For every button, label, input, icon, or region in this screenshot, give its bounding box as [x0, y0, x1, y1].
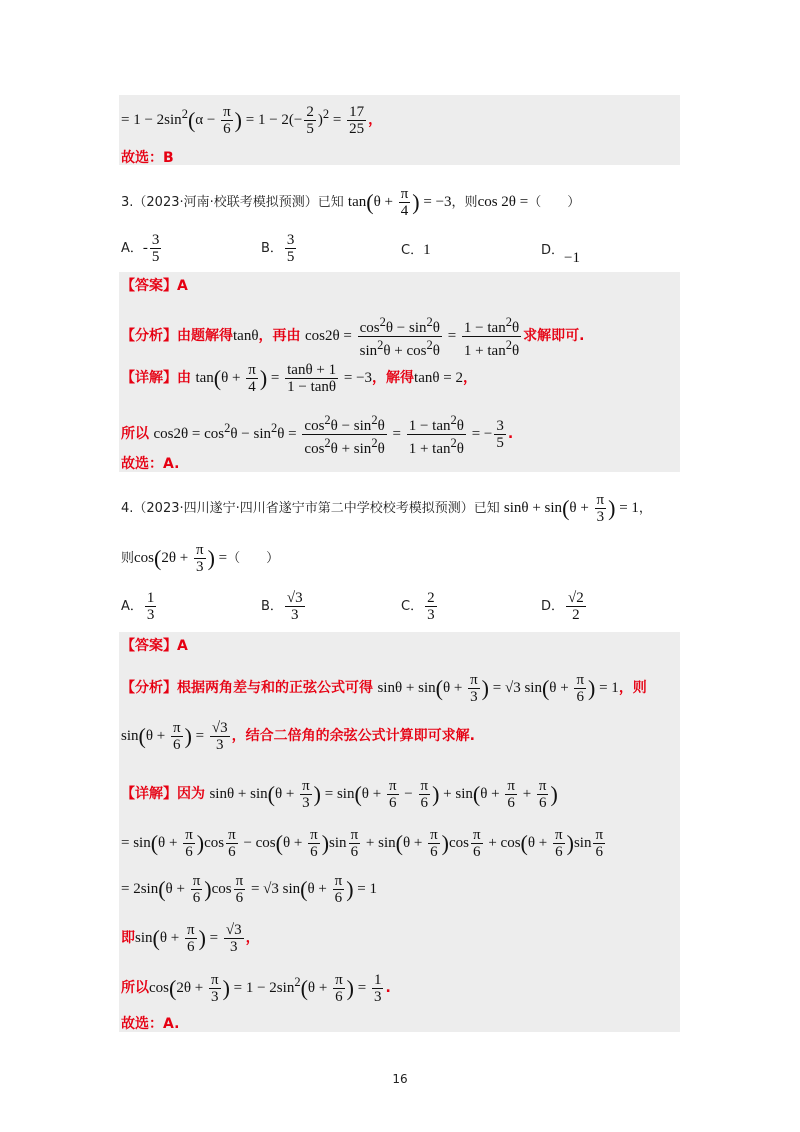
q4-detail-line2: = sin(θ + $\frac{\pi}{6}$ )cos $\frac{\pi}{6}$ − cos(θ + $\frac{\pi}{6}$ )sin $\frac{\pi}{6}$ + sin(θ + $\frac{\pi}{6}$ )cos $\frac{\pi}{6}$ + cos(θ + $\frac{\pi}{6}$ )sin $\frac{\pi}{6}$: [121, 827, 604, 860]
q3-answer: 【答案】A: [121, 278, 188, 294]
q4-ji: 即sin(θ + $\frac{\pi}{6}$ ) = $\frac{√3}{3}$ ，: [121, 922, 260, 955]
q4-option-d[interactable]: D． $\frac{√2}{2}$: [541, 590, 584, 623]
q3-stem: 3.（2023·河南·校联考模拟预测）已知 tan(θ + $\frac{\pi}{4}$ ) = −3，则cos 2θ =（ ）: [121, 186, 581, 219]
q4-conclusion: 所以cos(2θ + $\frac{\pi}{3}$ ) = $1 - 2\sin^2(\theta$ + $\frac{\pi}{6}$ ) = $\frac{1}{3}$ .: [121, 972, 391, 1006]
q3-detail: 【详解】由 tan(θ + $\frac{\pi}{4}$ ) = $\frac{\tan\theta + 1}{1 - \tan\theta}$ = −3，解得tanθ = 2，: [121, 362, 478, 395]
q4-detail-line3: = 2sin(θ + $\frac{\pi}{6}$ )cos $\frac{\pi}{6}$ = √3 sin(θ + $\frac{\pi}{6}$ ) = 1: [121, 873, 377, 906]
q2-choice: 故选：B: [121, 150, 174, 166]
q4-option-a[interactable]: A． $\frac{1}{3}$: [121, 590, 155, 623]
q4-answer: 【答案】A: [121, 638, 188, 654]
q4-stem: 4.（2023·四川遂宁·四川省遂宁市第二中学校校考模拟预测）已知 sinθ + sin(θ + $\frac{\pi}{3}$ ) = 1，: [121, 492, 652, 525]
q4-choice: 故选：A.: [121, 1016, 180, 1032]
q3-option-b[interactable]: B． $\frac{3}{5}$: [261, 232, 295, 265]
q4-analysis-line2: sin(θ + $\frac{\pi}{6}$ ) = $\frac{√3}{3}$ ，结合二倍角的余弦公式计算即可求解.: [121, 720, 475, 753]
q3-analysis: 【分析】由题解得tanθ，再由 cos2θ = $\frac{\cos^2\theta - \sin^2\theta}{\sin^2\theta + \cos^2\theta}$ = $\frac{1 - \tan^2\theta}{1 + \tan^2\theta}$ 求解即可.: [121, 315, 585, 359]
q3-option-d[interactable]: D．−1: [541, 243, 580, 266]
q3-conclusion: 所以 $\cos 2\theta = \cos^2\theta - \sin^2\theta$ = $\frac{\cos^2\theta - \sin^2\theta}{\cos^2\theta + \sin^2\theta}$ = $\frac{1 - \tan^2\theta}{1 + \tan^2\theta}$ = − $\frac{3}{5}$ .: [121, 413, 514, 457]
q3-option-c[interactable]: C．1: [401, 242, 431, 258]
q4-option-b[interactable]: B． $\frac{√3}{3}$: [261, 590, 303, 623]
q4-detail: 【详解】因为 sinθ + sin(θ + $\frac{\pi}{3}$ ) = sin(θ + $\frac{\pi}{6}$ − $\frac{\pi}{6}$ ) + sin(θ + $\frac{\pi}{6}$ + $\frac{\pi}{6}$ ): [121, 778, 558, 811]
q3-option-a[interactable]: A．- $\frac{3}{5}$: [121, 232, 160, 265]
q4-analysis: 【分析】根据两角差与和的正弦公式可得 sinθ + sin(θ + $\frac{\pi}{3}$ ) = √3 sin(θ + $\frac{\pi}{6}$ ) = 1，则: [121, 672, 647, 705]
q3-choice: 故选：A.: [121, 456, 180, 472]
q2-formula: = $1 - 2\sin^2(\alpha$ − $\frac{\pi}{6}$ ) = 1 − 2(− $\frac{2}{5}$ )$^2$ = $\frac{17}{25}$ ，: [121, 104, 383, 138]
page-number: 16: [392, 1072, 408, 1086]
q4-option-c[interactable]: C． $\frac{2}{3}$: [401, 590, 435, 623]
q4-stem-line2: 则cos(2θ + $\frac{\pi}{3}$ ) =（ ）: [121, 542, 280, 575]
